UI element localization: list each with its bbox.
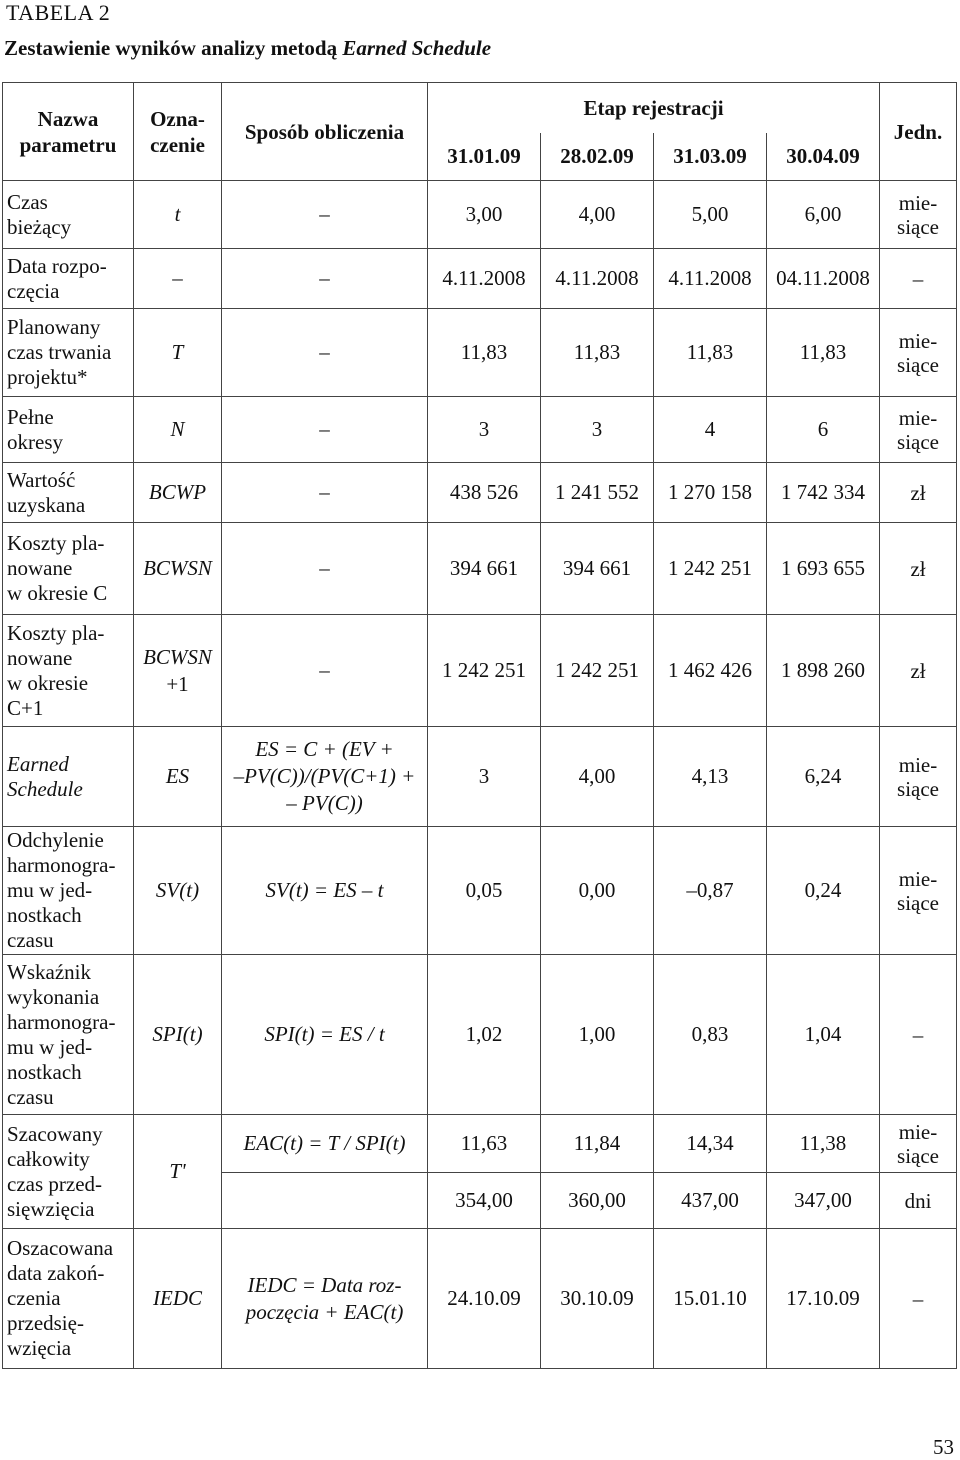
- param-method: EAC(t) = T / SPI(t): [222, 1115, 428, 1173]
- value-3: 15.01.10: [654, 1229, 767, 1369]
- unit: zł: [880, 463, 957, 523]
- value-4: 04.11.2008: [767, 249, 880, 309]
- value-4: 1 742 334: [767, 463, 880, 523]
- value-3: 4.11.2008: [654, 249, 767, 309]
- value-3: 0,83: [654, 955, 767, 1115]
- value-2: 4,00: [541, 727, 654, 827]
- param-symbol: t: [134, 181, 222, 249]
- unit: zł: [880, 523, 957, 615]
- param-name: Pełne okresy: [3, 397, 134, 463]
- table-row: [3, 1115, 957, 1173]
- table-row: [3, 463, 957, 523]
- value-1: 3: [428, 397, 541, 463]
- param-method: –: [222, 615, 428, 727]
- value-1: 438 526: [428, 463, 541, 523]
- header-method: Sposób obliczenia: [222, 83, 428, 181]
- value-3: 1 462 426: [654, 615, 767, 727]
- param-method: SV(t) = ES – t: [222, 827, 428, 955]
- header-symbol: Ozna- czenie: [134, 83, 222, 181]
- param-symbol: BCWSN +1: [134, 615, 222, 727]
- unit: mie- siące: [880, 397, 957, 463]
- value-4: 1,04: [767, 955, 880, 1115]
- param-name: Earned Schedule: [3, 727, 134, 827]
- value-4: 11,38: [767, 1115, 880, 1173]
- value-4: 1 693 655: [767, 523, 880, 615]
- value-2: 4.11.2008: [541, 249, 654, 309]
- unit: mie- siące: [880, 1115, 957, 1173]
- param-method: IEDC = Data roz- poczęcia + EAC(t): [222, 1229, 428, 1369]
- param-symbol: SPI(t): [134, 955, 222, 1115]
- header-unit: Jedn.: [880, 83, 957, 181]
- value-3: 4: [654, 397, 767, 463]
- table-row: [3, 615, 957, 727]
- value-4: 17.10.09: [767, 1229, 880, 1369]
- param-symbol: IEDC: [134, 1229, 222, 1369]
- value-4: 347,00: [767, 1173, 880, 1229]
- table-label: TABELA 2: [6, 0, 111, 25]
- value-4: 6,24: [767, 727, 880, 827]
- param-method: SPI(t) = ES / t: [222, 955, 428, 1115]
- table-row: [3, 955, 957, 1115]
- table-row: [3, 309, 957, 397]
- header-param-text: Nazwa parametru: [19, 106, 117, 157]
- value-3: 1 242 251: [654, 523, 767, 615]
- table-row: [3, 827, 957, 955]
- param-name: Koszty pla- nowane w okresie C: [3, 523, 134, 615]
- unit: mie- siące: [880, 181, 957, 249]
- header-stage: Etap rejestracji: [428, 83, 880, 133]
- param-name: Data rozpo- częcia: [3, 249, 134, 309]
- header-date-1: 31.01.09: [428, 133, 541, 181]
- param-name: Wartość uzyskana: [3, 463, 134, 523]
- header-date-3: 31.03.09: [654, 133, 767, 181]
- param-symbol: –: [134, 249, 222, 309]
- value-3: 14,34: [654, 1115, 767, 1173]
- param-method: –: [222, 463, 428, 523]
- value-3: 5,00: [654, 181, 767, 249]
- header-date-2: 28.02.09: [541, 133, 654, 181]
- unit: dni: [880, 1173, 957, 1229]
- value-2: 394 661: [541, 523, 654, 615]
- param-name: Koszty pla- nowane w okresie C+1: [3, 615, 134, 727]
- param-symbol: T: [134, 309, 222, 397]
- value-1: 11,83: [428, 309, 541, 397]
- param-method-empty: [222, 1173, 428, 1229]
- param-symbol: ES: [134, 727, 222, 827]
- header-date-4: 30.04.09: [767, 133, 880, 181]
- table-row: [3, 1229, 957, 1369]
- param-method: –: [222, 397, 428, 463]
- param-name: Odchylenie harmonogra- mu w jed- nostkach czasu: [3, 827, 134, 955]
- unit: mie- siące: [880, 727, 957, 827]
- value-4: 6: [767, 397, 880, 463]
- param-method: ES = C + (EV + –PV(C))/(PV(C+1) + – PV(C)): [222, 727, 428, 827]
- param-name: Wskaźnik wykonania harmonogra- mu w jed- nostkach czasu: [3, 955, 134, 1115]
- value-3: 437,00: [654, 1173, 767, 1229]
- value-4: 1 898 260: [767, 615, 880, 727]
- header-param: [3, 83, 134, 181]
- value-2: 0,00: [541, 827, 654, 955]
- value-4: 11,83: [767, 309, 880, 397]
- value-2: 3: [541, 397, 654, 463]
- table-row: [3, 727, 957, 827]
- param-name: Planowany czas trwania projektu*: [3, 309, 134, 397]
- value-3: 11,83: [654, 309, 767, 397]
- param-name: Czas bieżący: [3, 181, 134, 249]
- table-row: [3, 249, 957, 309]
- value-1: 24.10.09: [428, 1229, 541, 1369]
- value-2: 1 242 251: [541, 615, 654, 727]
- title-italic: Earned Schedule: [342, 36, 492, 60]
- unit: –: [880, 249, 957, 309]
- value-2: 360,00: [541, 1173, 654, 1229]
- param-symbol: BCWP: [134, 463, 222, 523]
- unit: mie- siące: [880, 309, 957, 397]
- param-symbol: N: [134, 397, 222, 463]
- value-1: 394 661: [428, 523, 541, 615]
- value-1: 354,00: [428, 1173, 541, 1229]
- table-row: [3, 397, 957, 463]
- value-2: 1,00: [541, 955, 654, 1115]
- value-1: 3,00: [428, 181, 541, 249]
- title-main: Zestawienie wyników analizy metodą: [4, 36, 343, 60]
- value-2: 11,83: [541, 309, 654, 397]
- param-method: –: [222, 249, 428, 309]
- unit: mie- siące: [880, 827, 957, 955]
- param-method: –: [222, 523, 428, 615]
- table-row: [3, 523, 957, 615]
- value-1: 0,05: [428, 827, 541, 955]
- results-table: [2, 82, 957, 1369]
- param-symbol: T': [134, 1115, 222, 1229]
- value-1: 3: [428, 727, 541, 827]
- value-1: 1 242 251: [428, 615, 541, 727]
- value-1: 4.11.2008: [428, 249, 541, 309]
- unit: zł: [880, 615, 957, 727]
- value-4: 6,00: [767, 181, 880, 249]
- value-1: 1,02: [428, 955, 541, 1115]
- value-2: 11,84: [541, 1115, 654, 1173]
- value-2: 1 241 552: [541, 463, 654, 523]
- param-method: –: [222, 309, 428, 397]
- unit: –: [880, 1229, 957, 1369]
- param-name: Szacowany całkowity czas przed- sięwzięcia: [3, 1115, 134, 1229]
- value-3: 1 270 158: [654, 463, 767, 523]
- page-number: 53: [933, 1435, 954, 1459]
- param-name: Oszacowana data zakoń- czenia przedsię- wzięcia: [3, 1229, 134, 1369]
- table-title: [4, 36, 491, 61]
- param-symbol: SV(t): [134, 827, 222, 955]
- value-2: 4,00: [541, 181, 654, 249]
- value-3: –0,87: [654, 827, 767, 955]
- unit: –: [880, 955, 957, 1115]
- value-1: 11,63: [428, 1115, 541, 1173]
- param-symbol: BCWSN: [134, 523, 222, 615]
- value-2: 30.10.09: [541, 1229, 654, 1369]
- value-3: 4,13: [654, 727, 767, 827]
- param-method: –: [222, 181, 428, 249]
- table-row: [3, 181, 957, 249]
- value-4: 0,24: [767, 827, 880, 955]
